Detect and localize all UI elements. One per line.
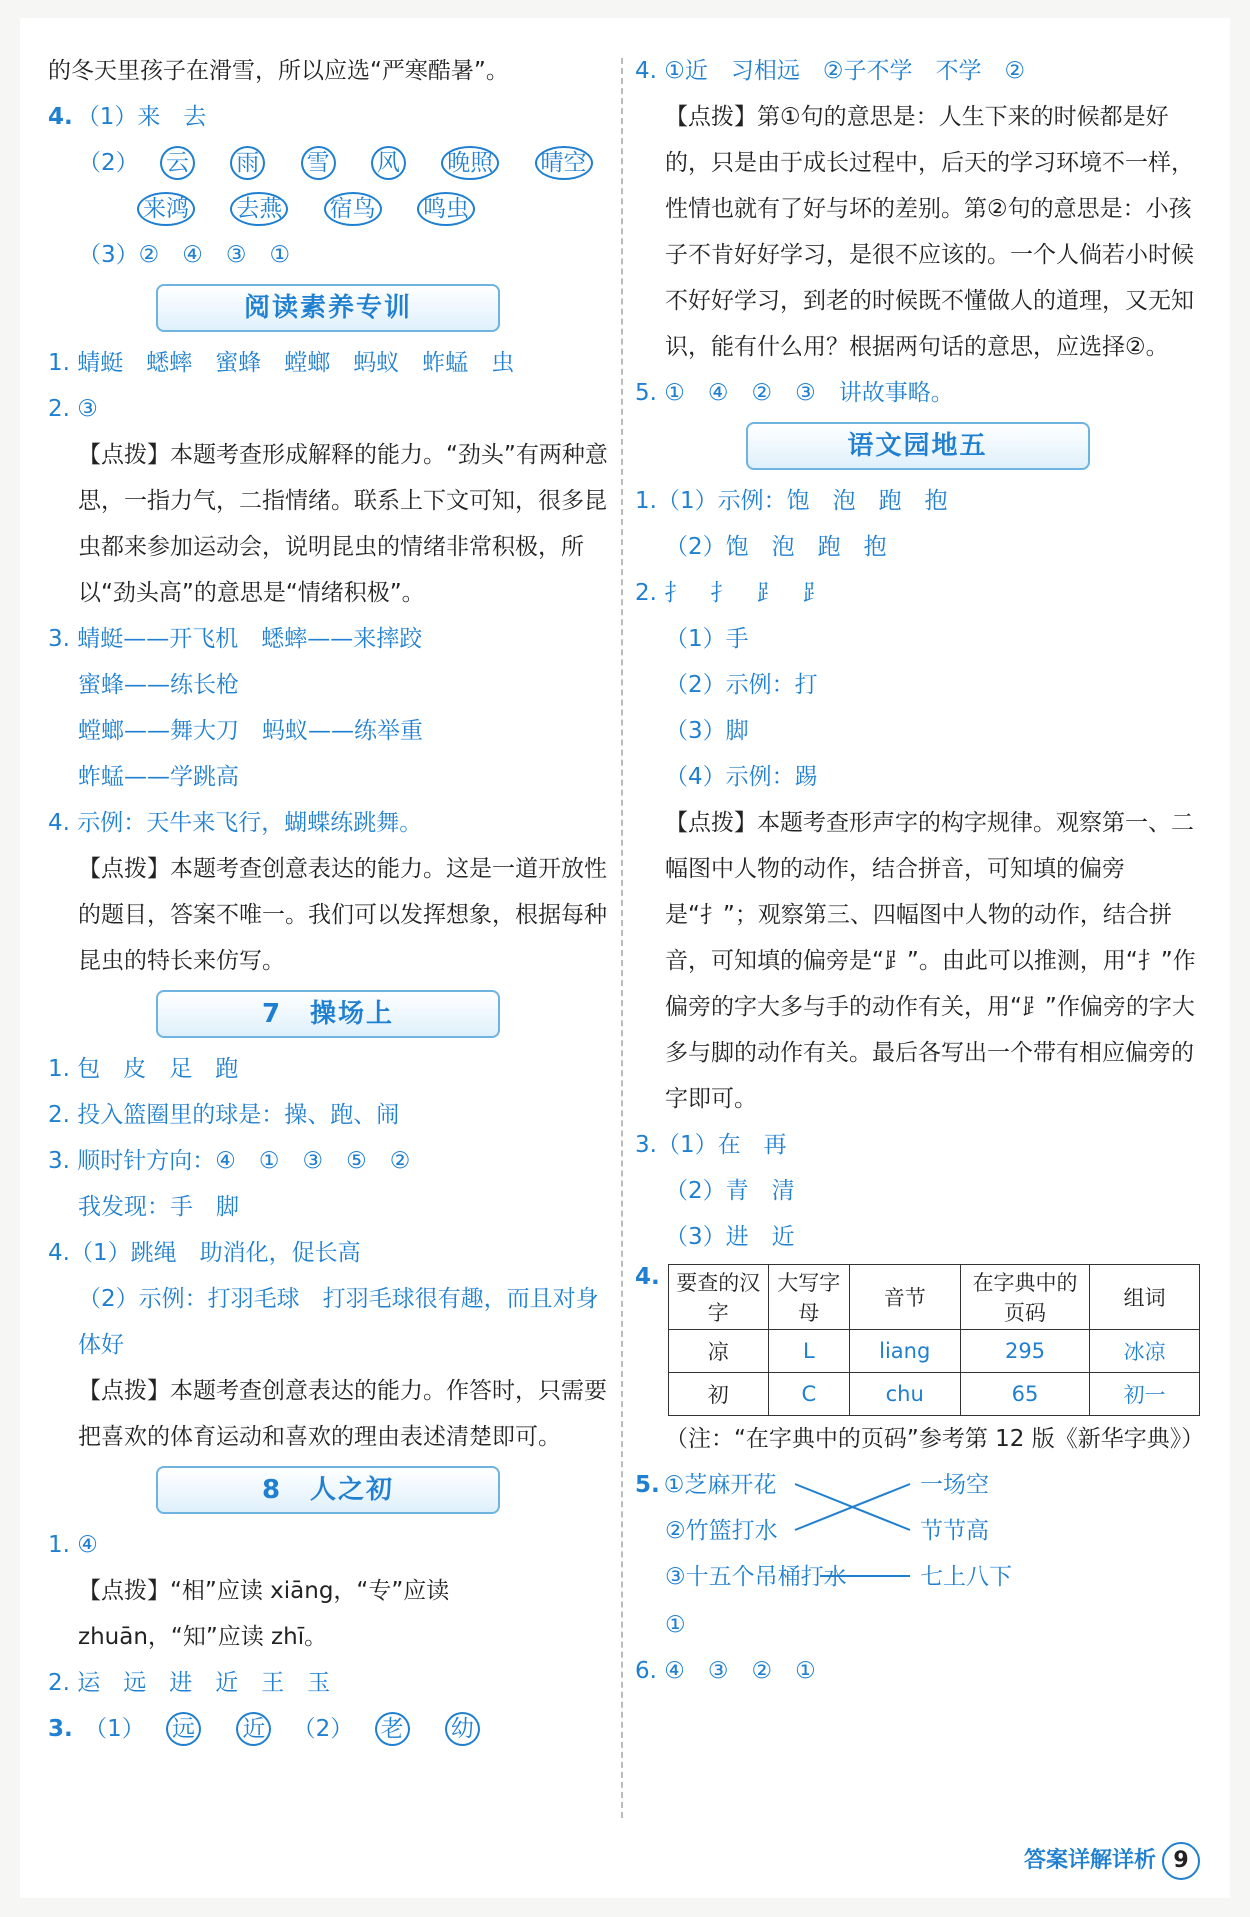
answer-b4: 4. 要查的汉字 大写字母 音节 在字典中的页码 组词 凉 L liang 295 冰凉 初 C chu 65 初一 (635, 1264, 1200, 1416)
table-note: （注：“在字典中的页码”参考第 12 版《新华字典》） (665, 1426, 1205, 1452)
circled-word: 宿鸟 (324, 192, 382, 226)
circled-word: 来鸿 (137, 192, 195, 226)
answer-r3: 蚱蜢——学跳高 (78, 764, 239, 790)
circled-word: 去燕 (230, 192, 288, 226)
answer-s4a: 4.（1）跳绳 助消化，促长高 (48, 1240, 361, 1266)
circled-word: 晴空 (535, 146, 593, 180)
match-right-item: 节节高 (920, 1518, 989, 1544)
answer-4-3: （3）② ④ ③ ① (78, 242, 291, 268)
match-right-item: 七上八下 (920, 1564, 1012, 1590)
tip-paragraph: 【点拨】第①句的意思是：人生下来的时候都是好的，只是由于成长过程中，后天的学习环境不一样，性情也就有了好与坏的差别。第②句的意思是：小孩子不肯好好学习，是很不应该的。一个人倘若小时候不好好学习，到老的时候既不懂做人的道理，又无知识，能有什么用？根据两句话的意思，应选择②。 (665, 104, 1194, 360)
answer-t1: 1. ④ (48, 1532, 98, 1558)
answer-b2-1: （1）手 (665, 626, 749, 652)
answer-s4b: （2）示例：打羽毛球 打羽毛球很有趣，而且对身体好 (78, 1286, 599, 1358)
section-title: 语文园地五 (746, 422, 1090, 470)
page-footer (1024, 1842, 1200, 1880)
answer-b5-extra: ① (665, 1612, 686, 1638)
table-header: 在字典中的页码 (960, 1265, 1090, 1330)
column-divider (621, 58, 623, 1818)
section-title: 8 人之初 (156, 1466, 500, 1514)
answer-b1a: 1.（1）示例：饱 泡 跑 抱 (635, 488, 948, 514)
table-header: 大写字母 (768, 1265, 849, 1330)
answer-r1: 1. 蜻蜓 蟋蟀 蜜蜂 螳螂 蚂蚁 蚱蜢 虫 (48, 350, 515, 376)
answer-a5: 5. ① ④ ② ③ 讲故事略。 (635, 380, 954, 406)
answer-a4: 4. ①近 习相远 ②子不学 不学 ② (635, 58, 1026, 84)
answer-s2: 2. 投入篮圈里的球是：操、跑、闹 (48, 1102, 400, 1128)
tip-paragraph: 【点拨】“相”应读 xiāng，“专”应读 zhuān，“知”应读 zhī。 (78, 1578, 450, 1650)
circled-word: 晚照 (441, 146, 499, 180)
answer-b3b: （2）青 清 (665, 1178, 795, 1204)
answer-r3: 螳螂——舞大刀 蚂蚁——练举重 (78, 718, 423, 744)
circled-word: 雪 (301, 146, 336, 180)
dictionary-table (668, 1264, 1200, 1416)
answer-page (20, 18, 1230, 1898)
answer-4-2-row2 (48, 186, 608, 232)
answer-4-2-row1: （2） 云 雨 雪 风 晚照 晴空 (48, 140, 608, 186)
answer-t2: 2. 运 远 进 近 王 玉 (48, 1670, 331, 1696)
page-number: 9 (1162, 1842, 1200, 1880)
tip-paragraph: 【点拨】本题考查创意表达的能力。这是一道开放性的题目，答案不唯一。我们可以发挥想象，根据每种昆虫的特长来仿写。 (78, 856, 607, 974)
answer-b2-4: （4）示例：踢 (665, 764, 818, 790)
table-header-row (668, 1265, 1199, 1330)
answer-4-1: 4. （1）来 去 (48, 104, 207, 130)
table-header: 要查的汉字 (668, 1265, 768, 1330)
tip-paragraph: 【点拨】本题考查形成解释的能力。“劲头”有两种意思，一指力气，二指情绪。联系上下文可知，很多昆虫都来参加运动会，说明昆虫的情绪非常积极，所以“劲头高”的意思是“情绪积极”。 (78, 442, 608, 606)
matching-answer: 5. ①芝麻开花 ②竹篮打水 ③十五个吊桶打水 一场空 节节高 七上八下 (635, 1462, 1200, 1602)
circled-word: 风 (371, 146, 406, 180)
answer-r2: 2. ③ (48, 396, 98, 422)
answer-s3b: 我发现：手 脚 (78, 1194, 239, 1220)
answer-b1b: （2）饱 泡 跑 抱 (665, 534, 887, 560)
circled-word: 雨 (230, 146, 265, 180)
answer-s3: 3. 顺时针方向：④ ① ③ ⑤ ② (48, 1148, 411, 1174)
table-header: 音节 (849, 1265, 960, 1330)
answer-b6: 6. ④ ③ ② ① (635, 1658, 816, 1684)
circled-word: 远 (166, 1712, 201, 1746)
table-header: 组词 (1090, 1265, 1200, 1330)
answer-b2-3: （3）脚 (665, 718, 749, 744)
match-left-item: ②竹篮打水 (665, 1518, 778, 1544)
tip-paragraph: 【点拨】本题考查创意表达的能力。作答时，只需要把喜欢的体育运动和喜欢的理由表述清楚即可。 (78, 1378, 607, 1450)
table-row: 初 C chu 65 初一 (668, 1373, 1199, 1416)
answer-b2-2: （2）示例：打 (665, 672, 818, 698)
section-title: 阅读素养专训 (156, 284, 500, 332)
footer-label: 答案详解详析 (1023, 1848, 1156, 1873)
text-line: 的冬天里孩子在滑雪，所以应选“严寒酷暑”。 (48, 58, 509, 84)
left-column (48, 48, 608, 1752)
circled-word: 鸣虫 (417, 192, 475, 226)
circled-word: 近 (236, 1712, 271, 1746)
table-row: 凉 L liang 295 冰凉 (668, 1330, 1199, 1373)
answer-b2: 2. 扌 扌 ⻊ ⻊ (635, 580, 826, 606)
answer-s1: 1. 包 皮 足 跑 (48, 1056, 239, 1082)
section-title: 7 操场上 (156, 990, 500, 1038)
answer-r3: 蜜蜂——练长枪 (78, 672, 239, 698)
answer-r4: 4. 示例：天牛来飞行，蝴蝶练跳舞。 (48, 810, 423, 836)
answer-r3: 3. 蜻蜓——开飞机 蟋蟀——来摔跤 (48, 626, 423, 652)
match-left-item: ①芝麻开花 (663, 1472, 777, 1498)
circled-word: 云 (160, 146, 195, 180)
match-left-item: ③十五个吊桶打水 (665, 1564, 847, 1590)
circled-word: 老 (375, 1712, 410, 1746)
answer-b3c: （3）进 近 (665, 1224, 795, 1250)
circled-word: 幼 (445, 1712, 480, 1746)
tip-paragraph: 【点拨】本题考查形声字的构字规律。观察第一、二幅图中人物的动作，结合拼音，可知填的偏旁是“扌”；观察第三、四幅图中人物的动作，结合拼音，可知填的偏旁是“⻊”。由此可以推测，用“扌”作偏旁的字大多与手的动作有关，用“⻊”作偏旁的字大多与脚的动作有关。最后各写出一个带有相应偏旁的字即可。 (665, 810, 1196, 1112)
answer-t3: 3. （1） 远 近 （2） 老 幼 (48, 1706, 608, 1752)
answer-b3a: 3.（1）在 再 (635, 1132, 787, 1158)
match-right-item: 一场空 (920, 1472, 989, 1498)
right-column (635, 48, 1205, 1694)
